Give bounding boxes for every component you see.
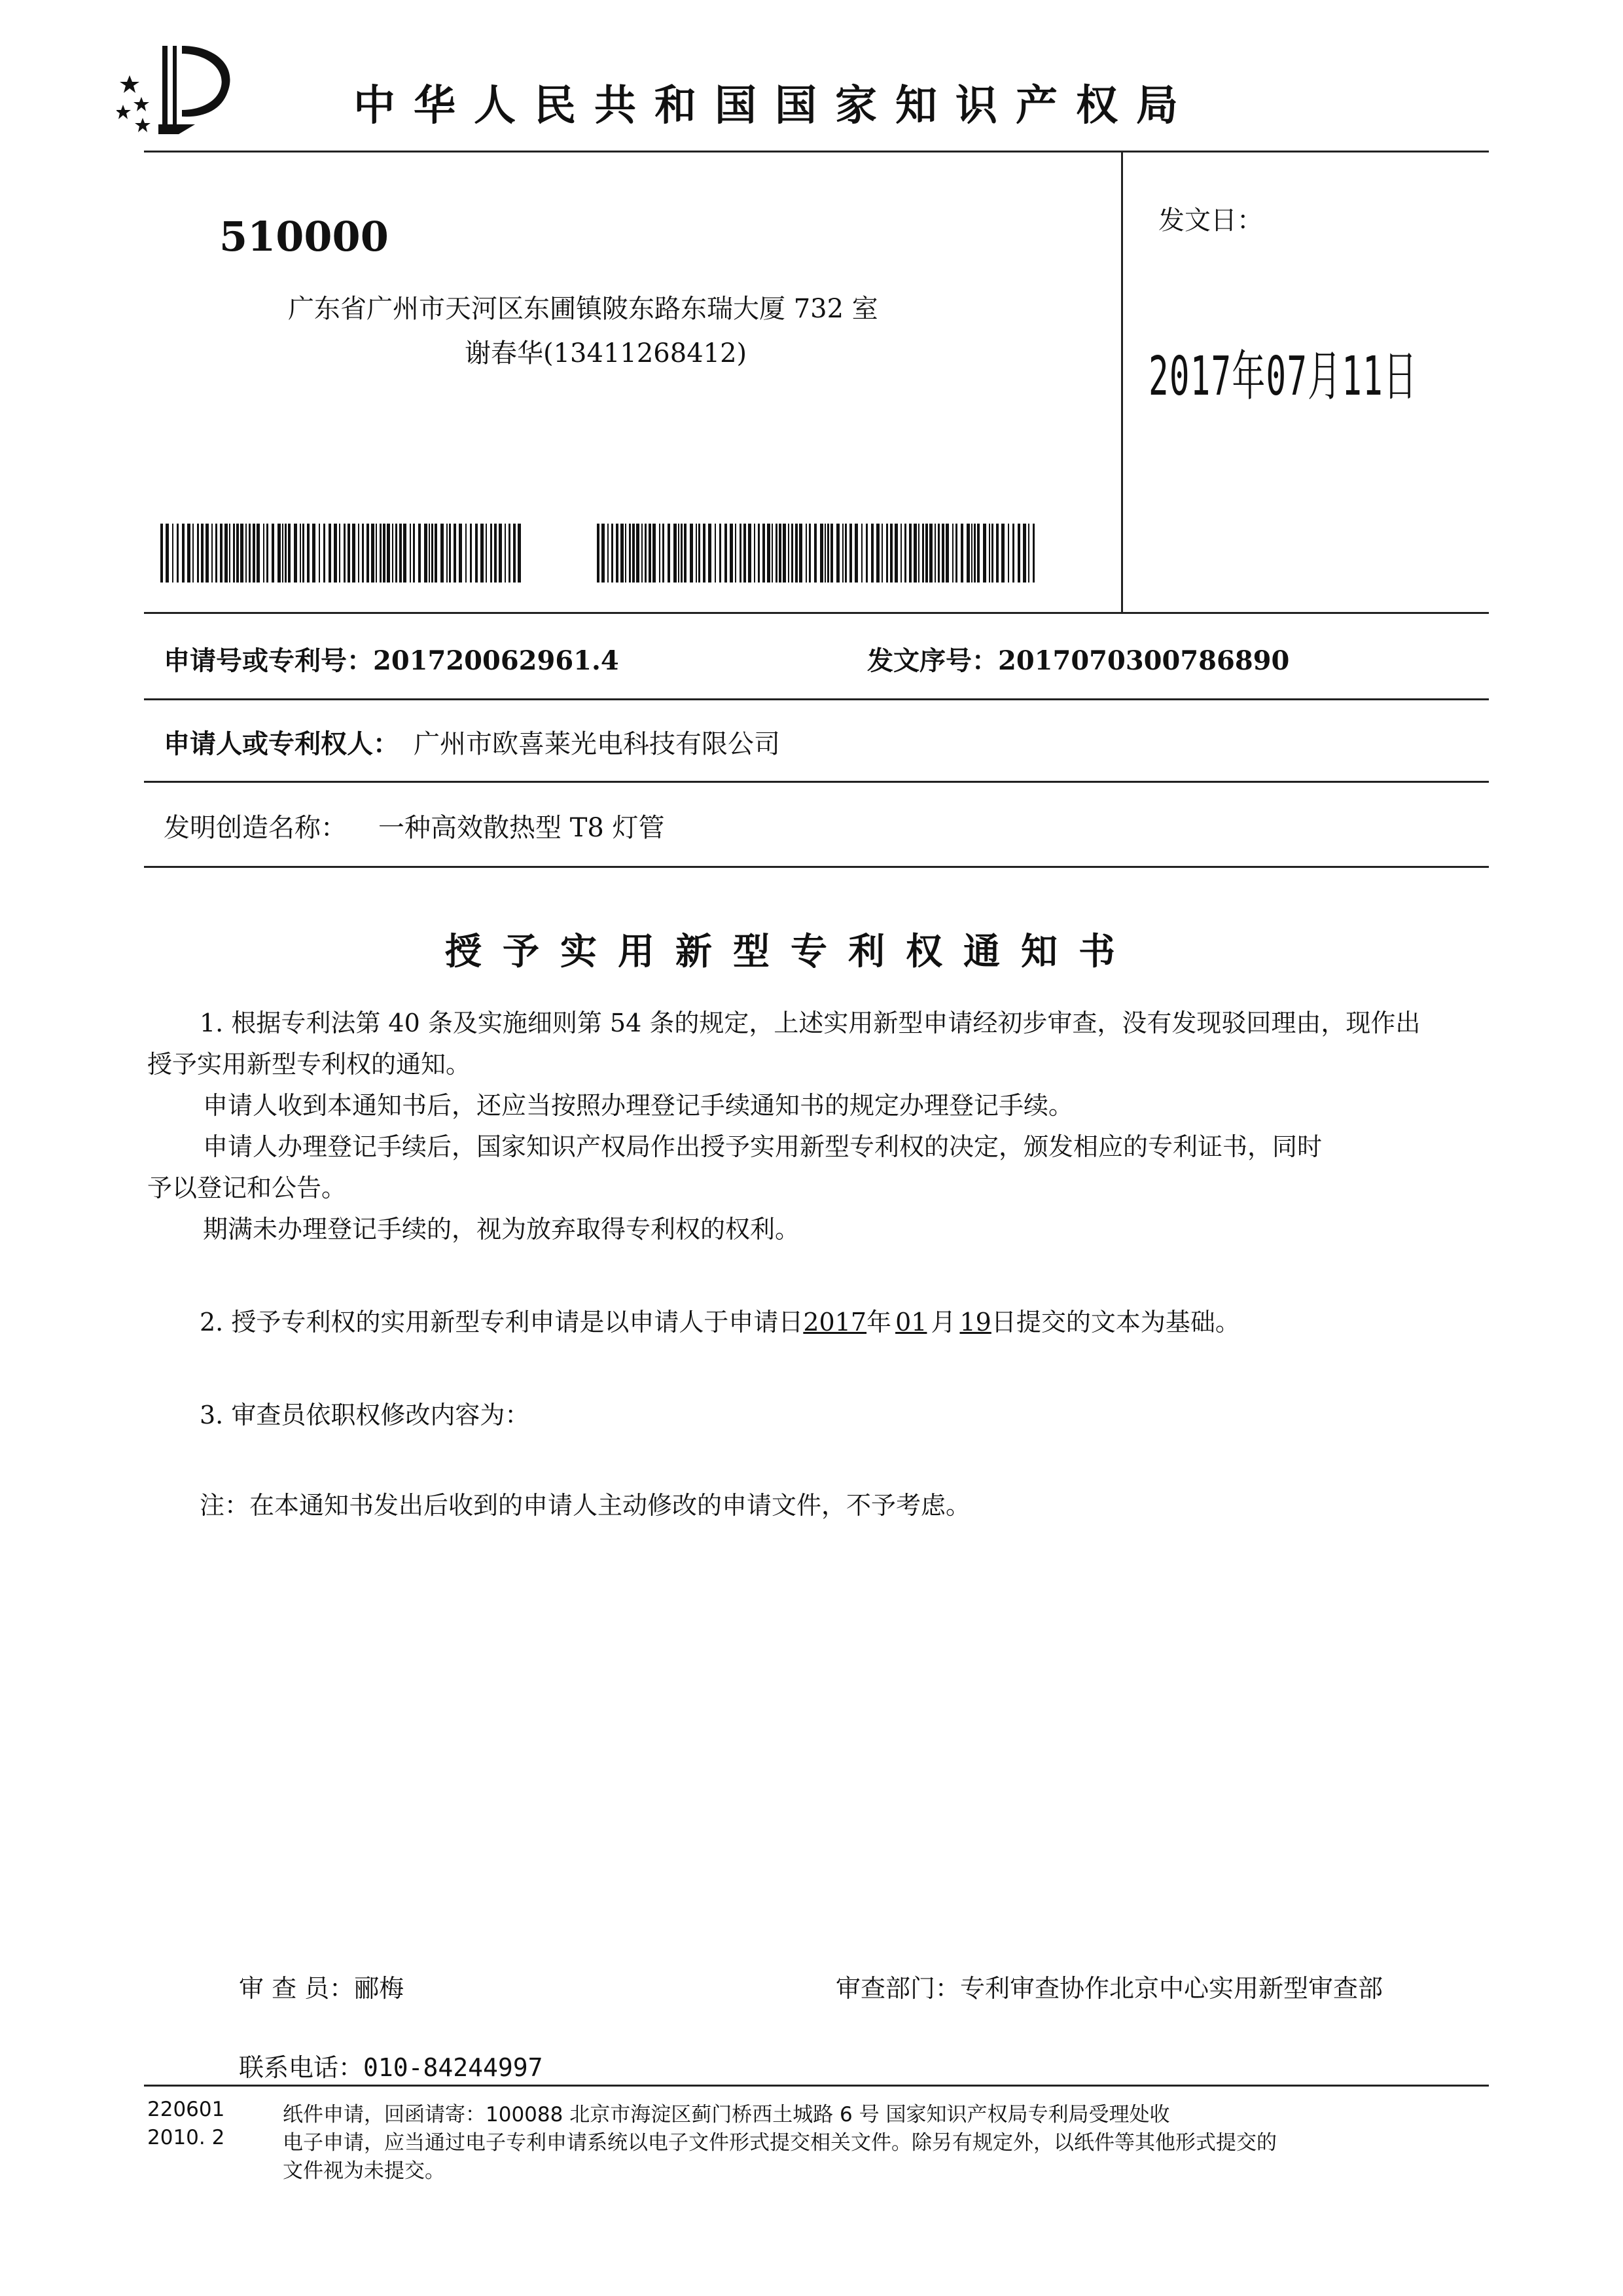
paragraph-1-line-1: 1. 根据专利法第 40 条及实施细则第 54 条的规定，上述实用新型申请经初步审查，没有发现驳回理由，现作出 (200, 1009, 1421, 1037)
paragraph-5 (200, 1302, 1240, 1342)
barcode-right (597, 524, 1039, 583)
applicant-field (164, 723, 780, 761)
month-unit: 月 (931, 1308, 956, 1336)
application-number-field (164, 640, 619, 677)
postcode: 510000 (219, 213, 389, 260)
issue-date-label: 发文日： (1158, 206, 1263, 236)
phone-label: 联系电话： (239, 2053, 364, 2082)
department-label: 审查部门： (836, 1974, 961, 2003)
footer-line-3: 文件视为未提交。 (283, 2159, 445, 2183)
department-name: 专利审查协作北京中心实用新型审查部 (960, 1974, 1383, 2003)
cnipa-logo (116, 39, 247, 137)
phone-value: 010-84244997 (363, 2053, 543, 2082)
examiner-name: 郦梅 (354, 1974, 404, 2003)
examiner (239, 1968, 404, 2004)
paragraph-5-prefix: 2. 授予专利权的实用新型专利申请是以申请人于申请日 (200, 1308, 804, 1336)
invention-title-label: 发明创造名称： (164, 813, 347, 843)
paragraph-4: 期满未办理登记手续的，视为放弃取得专利权的权利。 (203, 1215, 800, 1244)
applicant-label: 申请人或专利权人： (164, 728, 399, 759)
invention-title-field (164, 807, 665, 844)
examination-department (836, 1968, 1383, 2004)
form-version: 2010. 2 (147, 2126, 225, 2149)
paragraph-5-suffix: 日提交的文本为基础。 (991, 1308, 1240, 1336)
examiner-label: 审 查 员： (239, 1974, 355, 2003)
application-number-value: 201720062961.4 (373, 645, 619, 676)
document-title: 授予实用新型专利权通知书 (445, 931, 1136, 973)
filing-year: 2017 (803, 1308, 867, 1336)
paragraph-1-line-2: 授予实用新型专利权的通知。 (147, 1050, 471, 1079)
document-serial-field (867, 640, 1289, 677)
form-code: 220601 (147, 2098, 225, 2121)
paragraph-3-line-2: 予以登记和公告。 (147, 1174, 347, 1202)
document-serial-label: 发文序号： (867, 645, 998, 676)
barcode-left (160, 524, 522, 583)
filing-day: 19 (959, 1308, 991, 1336)
recipient-contact: 谢春华(13411268412) (465, 338, 747, 368)
paragraph-6: 3. 审查员依职权修改内容为： (200, 1401, 530, 1429)
paragraph-7-note: 注：在本通知书发出后收到的申请人主动修改的申请文件，不予考虑。 (200, 1491, 971, 1520)
contact-phone (239, 2047, 543, 2083)
document-serial-value: 2017070300786890 (998, 645, 1290, 676)
recipient-address: 广东省广州市天河区东圃镇陂东路东瑞大厦 732 室 (288, 294, 878, 324)
applicant-value: 广州市欧喜莱光电科技有限公司 (414, 729, 780, 759)
agency-name: 中华人民共和国国家知识产权局 (353, 82, 1196, 130)
filing-month: 01 (895, 1308, 927, 1336)
application-number-label: 申请号或专利号： (164, 645, 373, 676)
issue-date-value: 2017年07月11日 (1149, 346, 1418, 408)
invention-title-value: 一种高效散热型 T8 灯管 (378, 813, 665, 843)
year-unit: 年 (866, 1308, 892, 1336)
paragraph-2: 申请人收到本通知书后，还应当按照办理登记手续通知书的规定办理登记手续。 (203, 1091, 1074, 1120)
paragraph-3-line-1: 申请人办理登记手续后，国家知识产权局作出授予实用新型专利权的决定，颁发相应的专利证书，同时 (203, 1132, 1323, 1161)
footer-line-1: 纸件申请，回函请寄：100088 北京市海淀区蓟门桥西土城路 6 号 国家知识产权局专利局受理处收 (283, 2103, 1170, 2126)
footer-line-2: 电子申请，应当通过电子专利申请系统以电子文件形式提交相关文件。除另有规定外，以纸件等其他形式提交的 (283, 2131, 1277, 2155)
